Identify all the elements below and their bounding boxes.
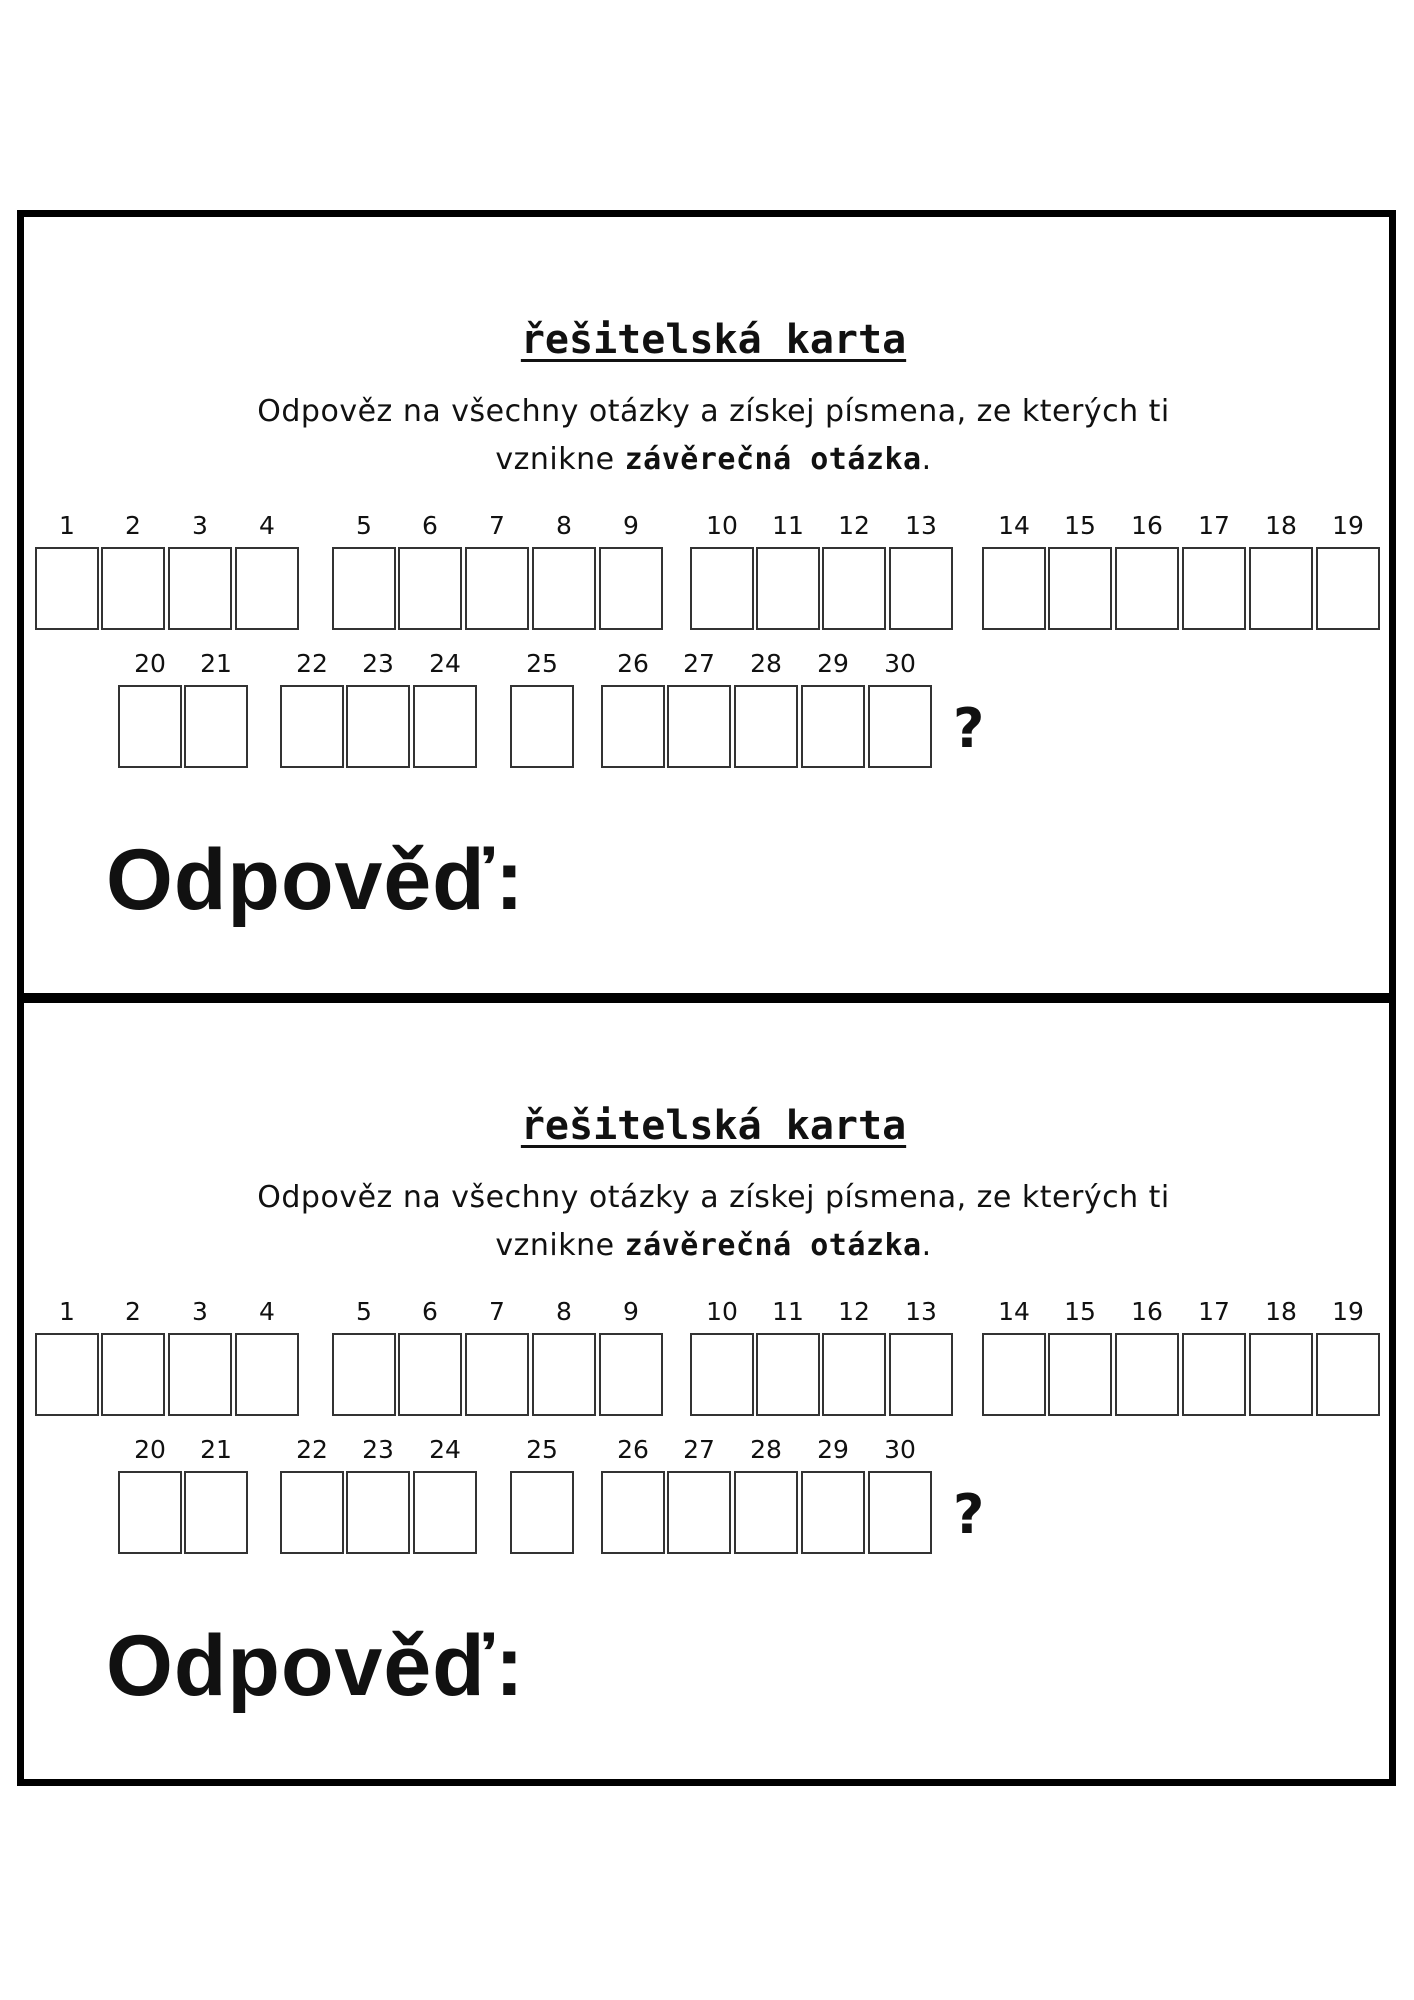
slot-number: 20 <box>134 1435 166 1464</box>
slot-number: 9 <box>623 511 639 540</box>
card-title: řešitelská karta <box>520 1103 907 1149</box>
solver-card <box>17 996 1396 1786</box>
slot-number: 26 <box>617 649 649 678</box>
final-question-emphasis: závěrečná otázka <box>624 1228 922 1263</box>
slot-number: 10 <box>706 1297 738 1326</box>
slot-number: 15 <box>1064 1297 1096 1326</box>
slot-number: 24 <box>429 1435 461 1464</box>
slot-number: 14 <box>998 1297 1030 1326</box>
letter-box[interactable] <box>168 547 232 630</box>
slot-number: 26 <box>617 1435 649 1464</box>
letter-box[interactable] <box>1115 547 1179 630</box>
slot-number: 8 <box>556 511 572 540</box>
slot-number: 29 <box>817 1435 849 1464</box>
letter-box[interactable] <box>889 1333 953 1416</box>
slot-number: 11 <box>772 511 804 540</box>
slot-number: 12 <box>838 511 870 540</box>
letter-box[interactable] <box>756 1333 820 1416</box>
letter-box[interactable] <box>35 1333 99 1416</box>
slot-number: 22 <box>296 649 328 678</box>
slot-number: 3 <box>192 511 208 540</box>
letter-box[interactable] <box>346 1471 410 1554</box>
solver-card <box>17 210 1396 1000</box>
letter-box[interactable] <box>868 1471 932 1554</box>
final-question-emphasis: závěrečná otázka <box>624 442 922 477</box>
slot-number: 1 <box>59 1297 75 1326</box>
letter-box[interactable] <box>801 685 865 768</box>
slot-number: 29 <box>817 649 849 678</box>
slot-number: 8 <box>556 1297 572 1326</box>
letter-box[interactable] <box>398 547 462 630</box>
instruction-line-2: vznikne závěrečná otázka. <box>495 1228 932 1263</box>
slot-number: 7 <box>489 1297 505 1326</box>
slot-number: 24 <box>429 649 461 678</box>
letter-box[interactable] <box>982 547 1046 630</box>
letter-box[interactable] <box>280 1471 344 1554</box>
letter-box[interactable] <box>1249 1333 1313 1416</box>
letter-box[interactable] <box>332 1333 396 1416</box>
slot-number: 1 <box>59 511 75 540</box>
slot-number: 30 <box>884 1435 916 1464</box>
letter-box[interactable] <box>413 685 477 768</box>
letter-box[interactable] <box>822 1333 886 1416</box>
slot-number: 6 <box>422 511 438 540</box>
slot-number: 9 <box>623 1297 639 1326</box>
slot-number: 10 <box>706 511 738 540</box>
question-mark: ? <box>953 697 985 760</box>
slot-number: 23 <box>362 649 394 678</box>
slot-number: 17 <box>1198 511 1230 540</box>
letter-box[interactable] <box>510 685 574 768</box>
slot-number: 23 <box>362 1435 394 1464</box>
slot-number: 18 <box>1265 1297 1297 1326</box>
letter-box[interactable] <box>690 1333 754 1416</box>
slot-number: 5 <box>356 511 372 540</box>
letter-box[interactable] <box>184 685 248 768</box>
slot-number: 27 <box>683 1435 715 1464</box>
slot-number: 12 <box>838 1297 870 1326</box>
letter-box[interactable] <box>35 547 99 630</box>
letter-box[interactable] <box>168 1333 232 1416</box>
letter-box[interactable] <box>801 1471 865 1554</box>
letter-box[interactable] <box>982 1333 1046 1416</box>
slot-number: 2 <box>125 511 141 540</box>
letter-box[interactable] <box>1115 1333 1179 1416</box>
letter-box[interactable] <box>1249 547 1313 630</box>
letter-box[interactable] <box>822 547 886 630</box>
letter-box[interactable] <box>599 1333 663 1416</box>
letter-box[interactable] <box>1316 1333 1380 1416</box>
letter-box[interactable] <box>868 685 932 768</box>
letter-box[interactable] <box>101 547 165 630</box>
slot-number: 30 <box>884 649 916 678</box>
instruction-line-1: Odpověz na všechny otázky a získej písmena, ze kterých ti <box>257 394 1170 429</box>
answer-label: Odpověď: <box>106 832 525 928</box>
letter-box[interactable] <box>1182 547 1246 630</box>
letter-box[interactable] <box>734 1471 798 1554</box>
instruction-line-1: Odpověz na všechny otázky a získej písmena, ze kterých ti <box>257 1180 1170 1215</box>
slot-number: 16 <box>1131 1297 1163 1326</box>
slot-number: 22 <box>296 1435 328 1464</box>
slot-number: 19 <box>1332 1297 1364 1326</box>
letter-box[interactable] <box>398 1333 462 1416</box>
letter-box[interactable] <box>1316 547 1380 630</box>
letter-box[interactable] <box>532 1333 596 1416</box>
slot-number: 19 <box>1332 511 1364 540</box>
slot-number: 27 <box>683 649 715 678</box>
slot-number: 21 <box>200 649 232 678</box>
slot-number: 16 <box>1131 511 1163 540</box>
letter-box[interactable] <box>532 547 596 630</box>
slot-number: 18 <box>1265 511 1297 540</box>
slot-number: 6 <box>422 1297 438 1326</box>
letter-box[interactable] <box>734 685 798 768</box>
slot-number: 28 <box>750 1435 782 1464</box>
card-title: řešitelská karta <box>520 317 907 363</box>
letter-box[interactable] <box>690 547 754 630</box>
slot-number: 13 <box>905 511 937 540</box>
slot-number: 5 <box>356 1297 372 1326</box>
slot-number: 4 <box>259 511 275 540</box>
letter-box[interactable] <box>756 547 820 630</box>
letter-box[interactable] <box>346 685 410 768</box>
letter-box[interactable] <box>667 1471 731 1554</box>
instruction-line-2: vznikne závěrečná otázka. <box>495 442 932 477</box>
slot-number: 14 <box>998 511 1030 540</box>
letter-box[interactable] <box>510 1471 574 1554</box>
slot-number: 15 <box>1064 511 1096 540</box>
slot-number: 17 <box>1198 1297 1230 1326</box>
letter-box[interactable] <box>889 547 953 630</box>
letter-box[interactable] <box>235 547 299 630</box>
slot-number: 11 <box>772 1297 804 1326</box>
letter-box[interactable] <box>601 1471 665 1554</box>
letter-box[interactable] <box>1182 1333 1246 1416</box>
letter-box[interactable] <box>118 1471 182 1554</box>
letter-box[interactable] <box>118 685 182 768</box>
answer-label: Odpověď: <box>106 1618 525 1714</box>
slot-number: 13 <box>905 1297 937 1326</box>
letter-box[interactable] <box>601 685 665 768</box>
slot-number: 28 <box>750 649 782 678</box>
slot-number: 21 <box>200 1435 232 1464</box>
letter-box[interactable] <box>101 1333 165 1416</box>
letter-box[interactable] <box>1048 1333 1112 1416</box>
slot-number: 20 <box>134 649 166 678</box>
letter-box[interactable] <box>184 1471 248 1554</box>
letter-box[interactable] <box>465 1333 529 1416</box>
letter-box[interactable] <box>667 685 731 768</box>
question-mark: ? <box>953 1483 985 1546</box>
slot-number: 2 <box>125 1297 141 1326</box>
letter-box[interactable] <box>235 1333 299 1416</box>
letter-box[interactable] <box>1048 547 1112 630</box>
letter-box[interactable] <box>280 685 344 768</box>
slot-number: 7 <box>489 511 505 540</box>
slot-number: 25 <box>526 649 558 678</box>
letter-box[interactable] <box>332 547 396 630</box>
slot-number: 4 <box>259 1297 275 1326</box>
letter-box[interactable] <box>599 547 663 630</box>
letter-box[interactable] <box>465 547 529 630</box>
slot-number: 3 <box>192 1297 208 1326</box>
letter-box[interactable] <box>413 1471 477 1554</box>
slot-number: 25 <box>526 1435 558 1464</box>
